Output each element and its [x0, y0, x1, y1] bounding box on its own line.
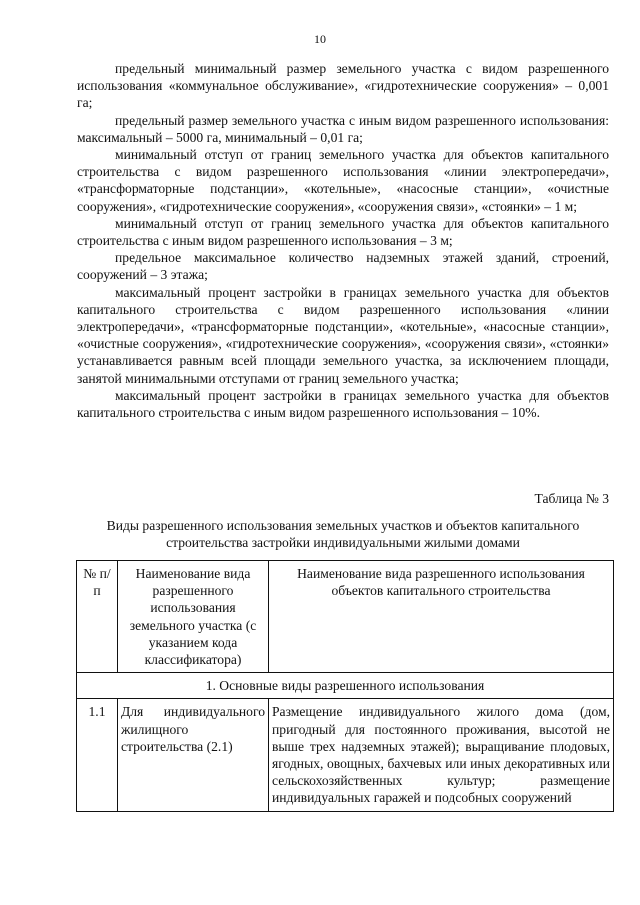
paragraph: максимальный процент застройки в границах земельного участка для объектов капитального строительства с видом разрешенного использования «линии электропередачи», «трансформаторные подстанции», «котельные», «насосные станции», «очистные сооружения», «гидротехнические сооружения», «сооружения связи», «стоянки» устанавливается равным всей площади земельного участка, за исключением площади, занятой минимальными отступами от границ земельного участка;: [77, 284, 609, 386]
table-section-row: [77, 673, 614, 699]
paragraph: минимальный отступ от границ земельного участка для объектов капитального строительства с видом разрешенного использования «линии электропередачи», «трансформаторные подстанции», «котельные», «насосные станции», «очистные сооружения», «гидротехнические сооружения», «сооружения связи», «стоянки» – 1 м;: [77, 147, 609, 214]
header-object-use-name: Наименование вида разрешенного использования объектов капитального строительства: [269, 561, 614, 673]
row-num: 1.1: [77, 699, 118, 811]
body-text: [77, 60, 609, 421]
table-header-row: [77, 561, 614, 673]
table-row: [77, 699, 614, 811]
table-label: Таблица № 3: [534, 491, 609, 506]
header-num: № п/п: [77, 561, 118, 673]
paragraph: минимальный отступ от границ земельного участка для объектов капитального строительства с иным видом разрешенного использования – 3 м;: [77, 215, 609, 249]
header-land-use-name: Наименование вида разрешенного использования земельного участка (с указанием кода классификатора): [118, 561, 269, 673]
row-object-use-desc: Размещение индивидуального жилого дома (дом, пригодный для постоянного проживания, высотой не выше трех надземных этажей); выращивание плодовых, ягодных, овощных, бахчевых или иных декоративных или сельскохозяйственных культур; размещение индивидуальных гаражей и подсобных сооружений: [269, 699, 614, 811]
paragraph: максимальный процент застройки в границах земельного участка для объектов капитального строительства с иным видом разрешенного использования – 10%.: [77, 387, 609, 421]
land-use-table: [76, 560, 614, 812]
paragraph: предельное максимальное количество надземных этажей зданий, строений, сооружений – 3 этажа;: [77, 250, 609, 283]
row-land-use-name: Для индивидуального жилищного строительства (2.1): [118, 699, 269, 811]
page-number: 10: [314, 32, 326, 46]
table-title: Виды разрешенного использования земельных участков и объектов капитального строительства застройки индивидуальными жилыми домами: [106, 518, 580, 551]
section-title: 1. Основные виды разрешенного использования: [77, 673, 614, 699]
paragraph: предельный размер земельного участка с иным видом разрешенного использования: максимальный – 5000 га, минимальный – 0,01 га;: [77, 112, 609, 145]
paragraph: предельный минимальный размер земельного участка с видом разрешенного использования «коммунальное обслуживание», «гидротехнические сооружения» – 0,001 га;: [77, 61, 609, 111]
